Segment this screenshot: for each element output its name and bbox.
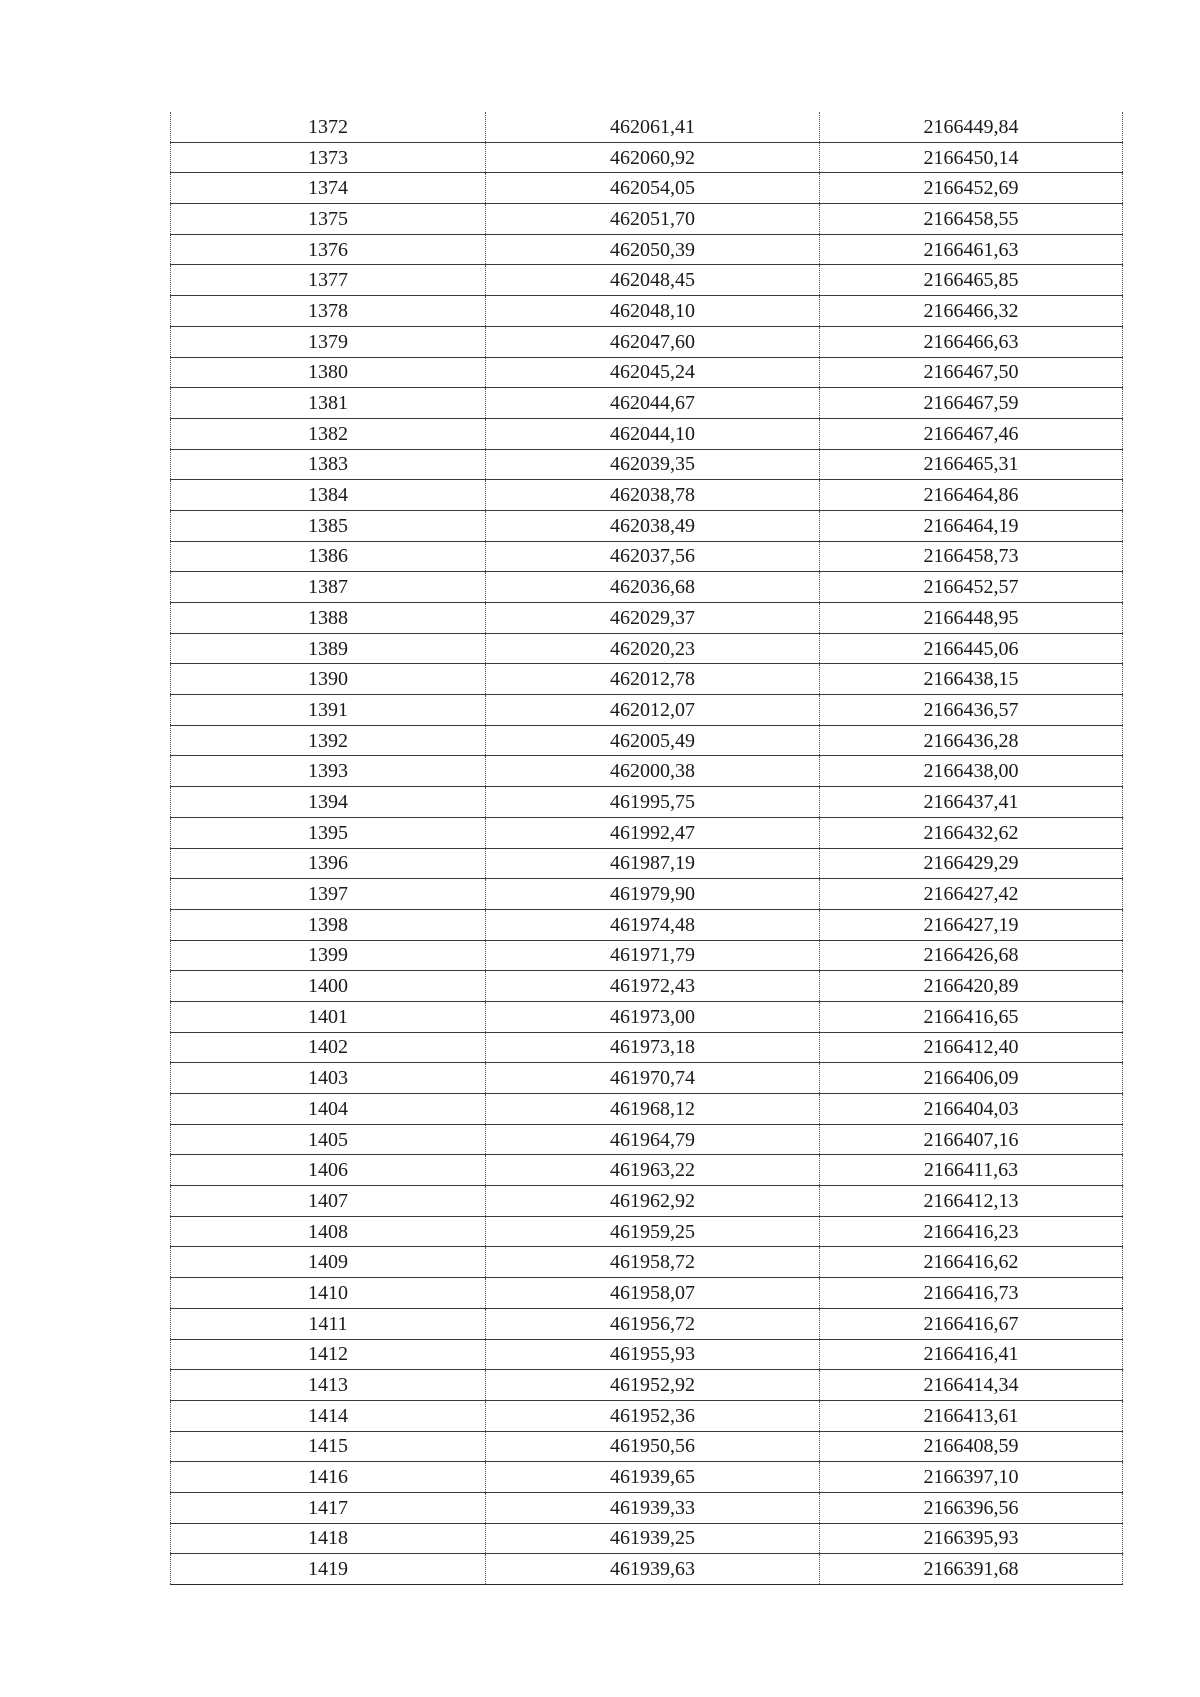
point-number-cell: 1389 <box>171 633 486 664</box>
x-coordinate-cell: 461950,56 <box>486 1431 820 1462</box>
point-number-cell: 1415 <box>171 1431 486 1462</box>
point-number-cell: 1397 <box>171 879 486 910</box>
x-coordinate-cell: 462060,92 <box>486 142 820 173</box>
y-coordinate-cell: 2166396,56 <box>820 1492 1123 1523</box>
point-number-cell: 1417 <box>171 1492 486 1523</box>
table-row <box>171 449 1123 480</box>
coordinates-table-body <box>171 112 1123 1585</box>
table-row <box>171 1032 1123 1063</box>
x-coordinate-cell: 461939,65 <box>486 1462 820 1493</box>
y-coordinate-cell: 2166466,63 <box>820 326 1123 357</box>
y-coordinate-cell: 2166416,65 <box>820 1001 1123 1032</box>
point-number-cell: 1376 <box>171 234 486 265</box>
table-row <box>171 1278 1123 1309</box>
table-row <box>171 787 1123 818</box>
point-number-cell: 1411 <box>171 1308 486 1339</box>
point-number-cell: 1385 <box>171 510 486 541</box>
table-row <box>171 326 1123 357</box>
table-row <box>171 909 1123 940</box>
table-row <box>171 725 1123 756</box>
point-number-cell: 1390 <box>171 664 486 695</box>
table-row <box>171 1339 1123 1370</box>
table-row <box>171 296 1123 327</box>
x-coordinate-cell: 461956,72 <box>486 1308 820 1339</box>
y-coordinate-cell: 2166406,09 <box>820 1063 1123 1094</box>
table-row <box>171 1001 1123 1032</box>
x-coordinate-cell: 461968,12 <box>486 1094 820 1125</box>
y-coordinate-cell: 2166427,42 <box>820 879 1123 910</box>
x-coordinate-cell: 461995,75 <box>486 787 820 818</box>
point-number-cell: 1400 <box>171 971 486 1002</box>
x-coordinate-cell: 461974,48 <box>486 909 820 940</box>
x-coordinate-cell: 461973,00 <box>486 1001 820 1032</box>
x-coordinate-cell: 462037,56 <box>486 541 820 572</box>
x-coordinate-cell: 461973,18 <box>486 1032 820 1063</box>
y-coordinate-cell: 2166404,03 <box>820 1094 1123 1125</box>
x-coordinate-cell: 462038,78 <box>486 480 820 511</box>
table-row <box>171 572 1123 603</box>
x-coordinate-cell: 461970,74 <box>486 1063 820 1094</box>
y-coordinate-cell: 2166416,23 <box>820 1216 1123 1247</box>
table-row <box>171 1431 1123 1462</box>
x-coordinate-cell: 462045,24 <box>486 357 820 388</box>
x-coordinate-cell: 461958,72 <box>486 1247 820 1278</box>
y-coordinate-cell: 2166391,68 <box>820 1554 1123 1585</box>
x-coordinate-cell: 461971,79 <box>486 940 820 971</box>
y-coordinate-cell: 2166452,69 <box>820 173 1123 204</box>
y-coordinate-cell: 2166408,59 <box>820 1431 1123 1462</box>
y-coordinate-cell: 2166416,41 <box>820 1339 1123 1370</box>
table-row <box>171 541 1123 572</box>
table-row <box>171 695 1123 726</box>
y-coordinate-cell: 2166465,31 <box>820 449 1123 480</box>
table-row <box>171 1523 1123 1554</box>
point-number-cell: 1408 <box>171 1216 486 1247</box>
y-coordinate-cell: 2166464,19 <box>820 510 1123 541</box>
table-row <box>171 418 1123 449</box>
x-coordinate-cell: 462048,45 <box>486 265 820 296</box>
x-coordinate-cell: 461955,93 <box>486 1339 820 1370</box>
x-coordinate-cell: 462029,37 <box>486 603 820 634</box>
table-row <box>171 664 1123 695</box>
table-row <box>171 142 1123 173</box>
y-coordinate-cell: 2166413,61 <box>820 1400 1123 1431</box>
point-number-cell: 1394 <box>171 787 486 818</box>
x-coordinate-cell: 461992,47 <box>486 817 820 848</box>
table-row <box>171 756 1123 787</box>
y-coordinate-cell: 2166411,63 <box>820 1155 1123 1186</box>
y-coordinate-cell: 2166466,32 <box>820 296 1123 327</box>
point-number-cell: 1383 <box>171 449 486 480</box>
y-coordinate-cell: 2166416,62 <box>820 1247 1123 1278</box>
y-coordinate-cell: 2166407,16 <box>820 1124 1123 1155</box>
table-row <box>171 1462 1123 1493</box>
y-coordinate-cell: 2166450,14 <box>820 142 1123 173</box>
x-coordinate-cell: 461939,63 <box>486 1554 820 1585</box>
table-row <box>171 1155 1123 1186</box>
point-number-cell: 1413 <box>171 1370 486 1401</box>
table-row <box>171 603 1123 634</box>
y-coordinate-cell: 2166412,40 <box>820 1032 1123 1063</box>
x-coordinate-cell: 462012,07 <box>486 695 820 726</box>
point-number-cell: 1416 <box>171 1462 486 1493</box>
x-coordinate-cell: 461963,22 <box>486 1155 820 1186</box>
table-row <box>171 480 1123 511</box>
x-coordinate-cell: 462005,49 <box>486 725 820 756</box>
point-number-cell: 1379 <box>171 326 486 357</box>
table-row <box>171 848 1123 879</box>
y-coordinate-cell: 2166395,93 <box>820 1523 1123 1554</box>
table-row <box>171 357 1123 388</box>
table-row <box>171 971 1123 1002</box>
coordinates-table <box>170 112 1123 1585</box>
table-row <box>171 1186 1123 1217</box>
point-number-cell: 1404 <box>171 1094 486 1125</box>
point-number-cell: 1409 <box>171 1247 486 1278</box>
y-coordinate-cell: 2166416,67 <box>820 1308 1123 1339</box>
table-row <box>171 633 1123 664</box>
x-coordinate-cell: 462039,35 <box>486 449 820 480</box>
table-row <box>171 1247 1123 1278</box>
x-coordinate-cell: 461964,79 <box>486 1124 820 1155</box>
y-coordinate-cell: 2166412,13 <box>820 1186 1123 1217</box>
x-coordinate-cell: 461972,43 <box>486 971 820 1002</box>
point-number-cell: 1406 <box>171 1155 486 1186</box>
point-number-cell: 1380 <box>171 357 486 388</box>
x-coordinate-cell: 462048,10 <box>486 296 820 327</box>
point-number-cell: 1414 <box>171 1400 486 1431</box>
y-coordinate-cell: 2166429,29 <box>820 848 1123 879</box>
x-coordinate-cell: 461962,92 <box>486 1186 820 1217</box>
y-coordinate-cell: 2166426,68 <box>820 940 1123 971</box>
point-number-cell: 1382 <box>171 418 486 449</box>
y-coordinate-cell: 2166467,50 <box>820 357 1123 388</box>
table-row <box>171 1400 1123 1431</box>
table-row <box>171 510 1123 541</box>
point-number-cell: 1393 <box>171 756 486 787</box>
point-number-cell: 1412 <box>171 1339 486 1370</box>
point-number-cell: 1391 <box>171 695 486 726</box>
table-row <box>171 1370 1123 1401</box>
y-coordinate-cell: 2166438,15 <box>820 664 1123 695</box>
table-row <box>171 265 1123 296</box>
point-number-cell: 1398 <box>171 909 486 940</box>
x-coordinate-cell: 462050,39 <box>486 234 820 265</box>
table-row <box>171 204 1123 235</box>
y-coordinate-cell: 2166436,57 <box>820 695 1123 726</box>
point-number-cell: 1386 <box>171 541 486 572</box>
x-coordinate-cell: 461952,36 <box>486 1400 820 1431</box>
point-number-cell: 1396 <box>171 848 486 879</box>
point-number-cell: 1373 <box>171 142 486 173</box>
table-row <box>171 879 1123 910</box>
x-coordinate-cell: 462047,60 <box>486 326 820 357</box>
point-number-cell: 1402 <box>171 1032 486 1063</box>
y-coordinate-cell: 2166467,59 <box>820 388 1123 419</box>
x-coordinate-cell: 462020,23 <box>486 633 820 664</box>
point-number-cell: 1419 <box>171 1554 486 1585</box>
y-coordinate-cell: 2166427,19 <box>820 909 1123 940</box>
y-coordinate-cell: 2166436,28 <box>820 725 1123 756</box>
x-coordinate-cell: 462036,68 <box>486 572 820 603</box>
table-row <box>171 1216 1123 1247</box>
x-coordinate-cell: 461939,25 <box>486 1523 820 1554</box>
y-coordinate-cell: 2166467,46 <box>820 418 1123 449</box>
y-coordinate-cell: 2166449,84 <box>820 112 1123 142</box>
point-number-cell: 1378 <box>171 296 486 327</box>
x-coordinate-cell: 461959,25 <box>486 1216 820 1247</box>
table-row <box>171 1554 1123 1585</box>
point-number-cell: 1374 <box>171 173 486 204</box>
point-number-cell: 1372 <box>171 112 486 142</box>
y-coordinate-cell: 2166458,73 <box>820 541 1123 572</box>
x-coordinate-cell: 462044,10 <box>486 418 820 449</box>
table-row <box>171 173 1123 204</box>
table-row <box>171 1124 1123 1155</box>
y-coordinate-cell: 2166397,10 <box>820 1462 1123 1493</box>
y-coordinate-cell: 2166432,62 <box>820 817 1123 848</box>
y-coordinate-cell: 2166464,86 <box>820 480 1123 511</box>
x-coordinate-cell: 461939,33 <box>486 1492 820 1523</box>
y-coordinate-cell: 2166416,73 <box>820 1278 1123 1309</box>
x-coordinate-cell: 462051,70 <box>486 204 820 235</box>
point-number-cell: 1387 <box>171 572 486 603</box>
point-number-cell: 1403 <box>171 1063 486 1094</box>
table-row <box>171 817 1123 848</box>
table-row <box>171 388 1123 419</box>
x-coordinate-cell: 461979,90 <box>486 879 820 910</box>
point-number-cell: 1395 <box>171 817 486 848</box>
table-row <box>171 234 1123 265</box>
table-row <box>171 1063 1123 1094</box>
point-number-cell: 1388 <box>171 603 486 634</box>
point-number-cell: 1407 <box>171 1186 486 1217</box>
x-coordinate-cell: 461987,19 <box>486 848 820 879</box>
x-coordinate-cell: 462038,49 <box>486 510 820 541</box>
y-coordinate-cell: 2166465,85 <box>820 265 1123 296</box>
table-row <box>171 112 1123 142</box>
y-coordinate-cell: 2166452,57 <box>820 572 1123 603</box>
point-number-cell: 1401 <box>171 1001 486 1032</box>
x-coordinate-cell: 462044,67 <box>486 388 820 419</box>
point-number-cell: 1405 <box>171 1124 486 1155</box>
y-coordinate-cell: 2166437,41 <box>820 787 1123 818</box>
x-coordinate-cell: 462061,41 <box>486 112 820 142</box>
y-coordinate-cell: 2166420,89 <box>820 971 1123 1002</box>
point-number-cell: 1377 <box>171 265 486 296</box>
point-number-cell: 1381 <box>171 388 486 419</box>
x-coordinate-cell: 461952,92 <box>486 1370 820 1401</box>
point-number-cell: 1399 <box>171 940 486 971</box>
table-row <box>171 1492 1123 1523</box>
x-coordinate-cell: 461958,07 <box>486 1278 820 1309</box>
table-row <box>171 940 1123 971</box>
table-row <box>171 1308 1123 1339</box>
point-number-cell: 1392 <box>171 725 486 756</box>
point-number-cell: 1375 <box>171 204 486 235</box>
x-coordinate-cell: 462054,05 <box>486 173 820 204</box>
x-coordinate-cell: 462000,38 <box>486 756 820 787</box>
point-number-cell: 1384 <box>171 480 486 511</box>
y-coordinate-cell: 2166448,95 <box>820 603 1123 634</box>
y-coordinate-cell: 2166461,63 <box>820 234 1123 265</box>
y-coordinate-cell: 2166438,00 <box>820 756 1123 787</box>
y-coordinate-cell: 2166445,06 <box>820 633 1123 664</box>
table-row <box>171 1094 1123 1125</box>
point-number-cell: 1418 <box>171 1523 486 1554</box>
y-coordinate-cell: 2166414,34 <box>820 1370 1123 1401</box>
y-coordinate-cell: 2166458,55 <box>820 204 1123 235</box>
point-number-cell: 1410 <box>171 1278 486 1309</box>
x-coordinate-cell: 462012,78 <box>486 664 820 695</box>
